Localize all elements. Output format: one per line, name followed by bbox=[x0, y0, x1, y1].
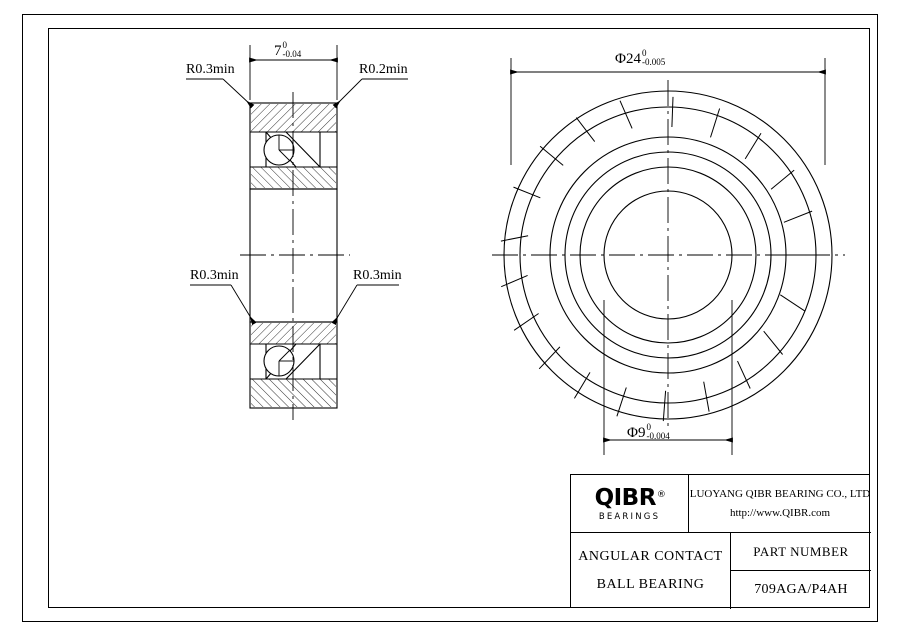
dimension-text-outer-diameter bbox=[615, 50, 665, 69]
label-r03min-top-left: R0.3min bbox=[186, 62, 235, 77]
product-type-line-2: BALL BEARING bbox=[596, 577, 705, 592]
dimension-width-tolerance bbox=[283, 41, 302, 60]
dimension-bore-value: Φ9 bbox=[627, 424, 646, 441]
dimension-text-width bbox=[274, 42, 301, 61]
company-name: LUOYANG QIBR BEARING CO., LTD bbox=[689, 487, 871, 500]
company-info bbox=[689, 475, 871, 532]
dimension-od-tolerance bbox=[642, 49, 665, 68]
part-number-header: PART NUMBER bbox=[731, 533, 871, 571]
title-block-header bbox=[571, 475, 871, 533]
dimension-bore-tol-upper: 0 bbox=[646, 422, 651, 432]
brand-logo-name: QIBR bbox=[594, 485, 656, 511]
brand-logo-subtitle: BEARINGS bbox=[598, 512, 661, 522]
dimension-bore-tol-lower: -0.004 bbox=[646, 431, 670, 442]
dimension-text-bore-diameter bbox=[627, 424, 670, 443]
dimension-bore-tolerance bbox=[646, 423, 669, 442]
dimension-od-tol-upper: 0 bbox=[641, 48, 647, 58]
label-r03min-bottom-right: R0.3min bbox=[353, 268, 402, 283]
part-number-value: 709AGA/P4AH bbox=[754, 582, 848, 597]
product-type-line-1: ANGULAR CONTACT bbox=[578, 549, 723, 564]
section-view-bearing bbox=[250, 103, 337, 408]
dimension-width-value: 7 bbox=[274, 42, 282, 59]
label-r03min-bottom-left: R0.3min bbox=[190, 268, 239, 283]
dimension-width-tol-lower: -0.04 bbox=[282, 49, 302, 60]
dimension-od-tol-lower: -0.005 bbox=[641, 57, 666, 68]
part-number-section bbox=[731, 533, 871, 609]
title-block-body bbox=[571, 533, 871, 609]
label-r02min-top-right: R0.2min bbox=[359, 62, 408, 77]
company-website[interactable]: http://www.QIBR.com bbox=[729, 506, 831, 519]
brand-logo-text bbox=[595, 487, 665, 510]
dimension-width-tol-upper: 0 bbox=[282, 40, 287, 50]
registered-trademark-icon: ® bbox=[656, 490, 666, 500]
title-block bbox=[570, 474, 870, 608]
dimension-od-value: Φ24 bbox=[615, 50, 641, 67]
brand-logo bbox=[571, 475, 689, 532]
product-type bbox=[571, 533, 731, 609]
